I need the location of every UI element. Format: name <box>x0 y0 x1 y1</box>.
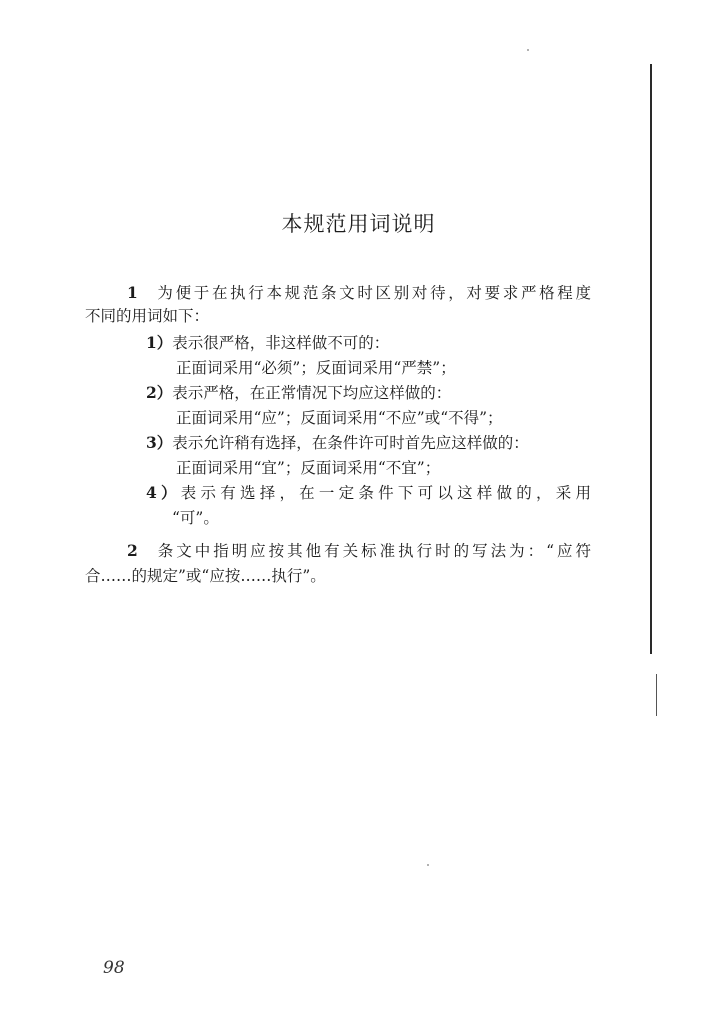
clause-2-number: 2 <box>127 541 138 560</box>
list-item-3-number: 3） <box>146 433 173 452</box>
list-item-3 <box>146 432 529 454</box>
clause-1-number: 1 <box>127 283 138 302</box>
scan-speck <box>527 49 529 51</box>
page-number: 98 <box>103 958 125 978</box>
list-item-2 <box>146 382 451 404</box>
list-item-4-text: 表示有选择，在一定条件下可以这样做的，采用 <box>180 484 591 502</box>
list-item-1-number: 1） <box>146 333 173 352</box>
clause-1-text: 为便于在执行本规范条文时区别对待，对要求严格程度 <box>157 284 591 302</box>
clause-2-text: 条文中指明应按其他有关标准执行时的写法为：“应符 <box>157 542 591 560</box>
page-edge-line-lower <box>656 674 657 716</box>
list-item-2-number: 2） <box>146 383 173 402</box>
clause-1-line-2: 不同的用词如下： <box>85 307 210 325</box>
list-item-1-detail: 正面词采用“必须”；反面词采用“严禁”； <box>176 359 456 377</box>
clause-2-line-2: 合……的规定”或“应按……执行”。 <box>85 567 326 585</box>
page-edge-line <box>650 64 652 654</box>
list-item-4-detail: “可”。 <box>172 509 219 527</box>
list-item-1-text: 表示很严格，非这样做不可的： <box>172 334 390 352</box>
page-title: 本规范用词说明 <box>281 212 436 236</box>
scan-speck <box>427 864 429 866</box>
list-item-2-text: 表示严格，在正常情况下均应这样做的： <box>172 384 452 402</box>
clause-1-line-1 <box>127 282 591 304</box>
list-item-4 <box>146 482 591 504</box>
list-item-1 <box>146 332 389 354</box>
list-item-3-detail: 正面词采用“宜”；反面词采用“不宜”； <box>176 459 441 477</box>
list-item-3-text: 表示允许稍有选择，在条件许可时首先应这样做的： <box>172 434 529 452</box>
list-item-4-number: 4） <box>146 483 181 502</box>
clause-2-line-1 <box>127 540 591 562</box>
list-item-2-detail: 正面词采用“应”；反面词采用“不应”或“不得”； <box>176 409 503 427</box>
